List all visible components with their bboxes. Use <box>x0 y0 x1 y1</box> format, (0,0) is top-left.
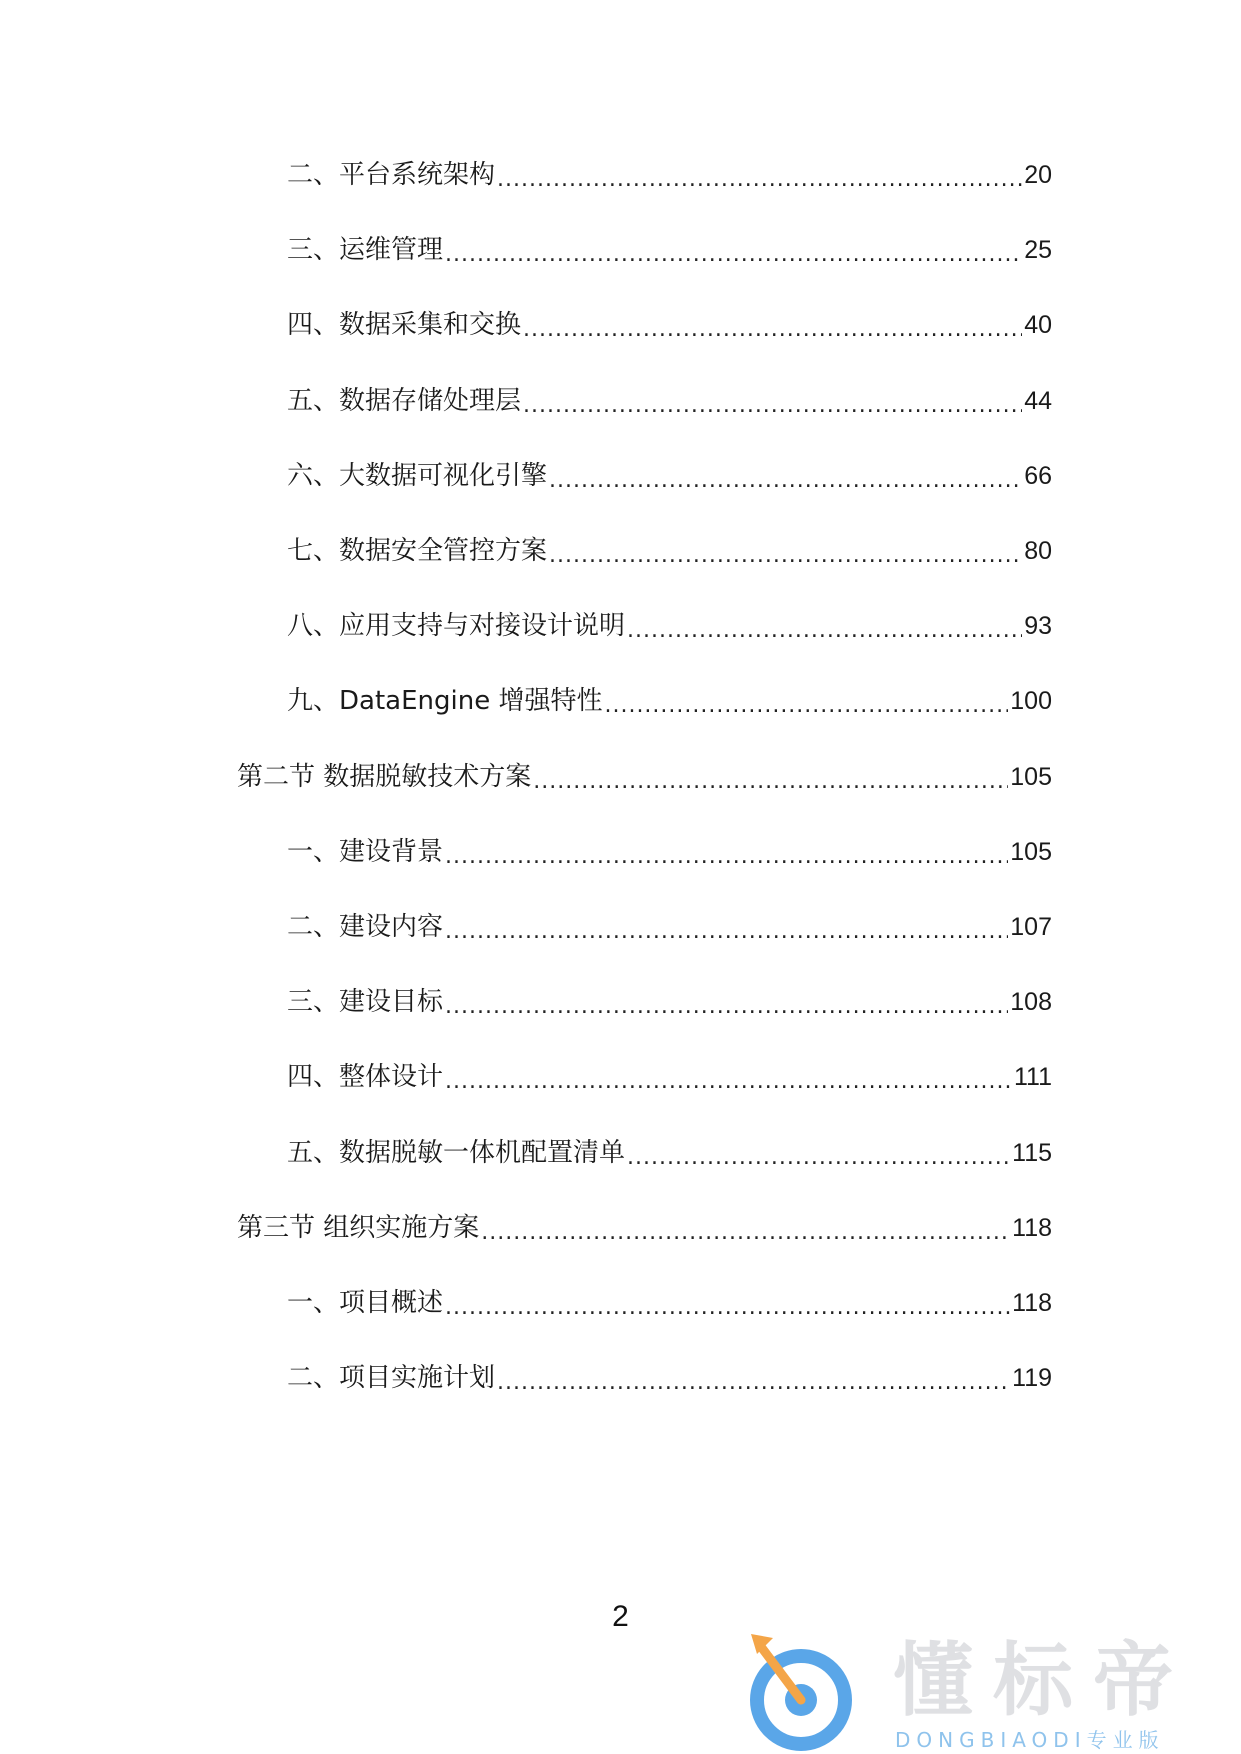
toc-entry-title: 六、大数据可视化引擎 <box>287 460 548 491</box>
toc-leader-dots <box>445 832 1008 872</box>
toc-leader-dots <box>481 1208 1010 1248</box>
watermark <box>745 1628 1241 1754</box>
toc-leader-dots <box>549 456 1022 496</box>
toc-entry-title: 第二节 数据脱敏技术方案 <box>237 761 532 792</box>
toc-entry[interactable] <box>287 907 1052 947</box>
toc-leader-dots <box>533 757 1008 797</box>
toc-entry-title: 第三节 组织实施方案 <box>237 1212 480 1243</box>
toc-entry-page: 119 <box>1012 1364 1052 1393</box>
toc-leader-dots <box>445 1283 1010 1323</box>
toc-entry-page: 66 <box>1024 461 1052 490</box>
toc-entry-page: 111 <box>1013 1063 1052 1092</box>
toc-entry-title: 三、运维管理 <box>287 235 444 266</box>
watermark-brand: 懂标帝 <box>893 1634 1193 1727</box>
toc-entry[interactable] <box>237 1208 1052 1248</box>
toc-leader-dots <box>445 982 1008 1022</box>
toc-entry-page: 105 <box>1010 762 1052 791</box>
toc-entry-page: 108 <box>1010 988 1052 1017</box>
toc-leader-dots <box>445 1057 1012 1097</box>
toc-entry-title: 五、数据存储处理层 <box>287 385 522 416</box>
toc-entry[interactable] <box>287 681 1052 721</box>
toc-entry[interactable] <box>287 1283 1052 1323</box>
toc-entry[interactable] <box>287 155 1052 195</box>
toc-entry[interactable] <box>287 531 1052 571</box>
toc-entry[interactable] <box>237 757 1052 797</box>
toc-entry[interactable] <box>287 1133 1052 1173</box>
toc-entry-page: 20 <box>1024 161 1052 189</box>
toc-entry-page: 107 <box>1010 913 1052 941</box>
toc-leader-dots <box>627 1133 1010 1173</box>
toc-entry-title: 九、DataEngine 增强特性 <box>287 686 603 717</box>
toc-entry[interactable] <box>287 230 1052 270</box>
toc-entry[interactable] <box>287 305 1052 345</box>
toc-entry-title: 二、项目实施计划 <box>287 1363 496 1394</box>
toc-entry-title: 八、应用支持与对接设计说明 <box>287 611 626 642</box>
toc-entry-title: 四、数据采集和交换 <box>287 310 522 341</box>
toc-entry-page: 40 <box>1024 311 1052 340</box>
toc-entry-page: 100 <box>1010 687 1052 716</box>
toc-entry[interactable] <box>287 832 1052 872</box>
toc-entry-title: 一、项目概述 <box>287 1288 444 1318</box>
toc-entry[interactable] <box>287 456 1052 496</box>
toc-leader-dots <box>604 681 1008 721</box>
toc-leader-dots <box>549 531 1022 571</box>
toc-leader-dots <box>523 305 1022 345</box>
toc-leader-dots <box>445 907 1008 947</box>
toc-entry-title: 四、整体设计 <box>287 1062 444 1093</box>
toc-entry-page: 93 <box>1024 612 1052 641</box>
toc-entry-title: 二、平台系统架构 <box>287 160 496 190</box>
toc-leader-dots <box>497 155 1022 195</box>
toc-entry-title: 一、建设背景 <box>287 836 444 867</box>
toc-entry-title: 七、数据安全管控方案 <box>287 536 548 566</box>
toc-entry-page: 105 <box>1010 837 1052 866</box>
toc-entry[interactable] <box>287 606 1052 646</box>
toc-entry[interactable] <box>287 982 1052 1022</box>
toc-entry-page: 118 <box>1012 1213 1052 1242</box>
toc-entry-title: 五、数据脱敏一体机配置清单 <box>287 1137 626 1168</box>
toc-entry[interactable] <box>287 1358 1052 1398</box>
page-number: 2 <box>612 1600 629 1633</box>
toc-entry[interactable] <box>287 1057 1052 1097</box>
toc-entry-page: 115 <box>1012 1138 1052 1167</box>
toc-leader-dots <box>627 606 1022 646</box>
toc-entry-page: 80 <box>1024 537 1052 565</box>
watermark-subtitle: DONGBIAODI专业版 <box>895 1728 1165 1752</box>
toc-leader-dots <box>445 230 1022 270</box>
toc-entry-page: 44 <box>1024 386 1052 415</box>
toc-entry-title: 三、建设目标 <box>287 987 444 1018</box>
toc-entry-page: 118 <box>1012 1289 1052 1317</box>
toc-entry-title: 二、建设内容 <box>287 912 444 942</box>
toc-leader-dots <box>497 1358 1010 1398</box>
toc-entry[interactable] <box>287 381 1052 421</box>
toc-leader-dots <box>523 381 1022 421</box>
target-arrow-icon <box>745 1628 863 1754</box>
toc-entry-page: 25 <box>1024 236 1052 265</box>
